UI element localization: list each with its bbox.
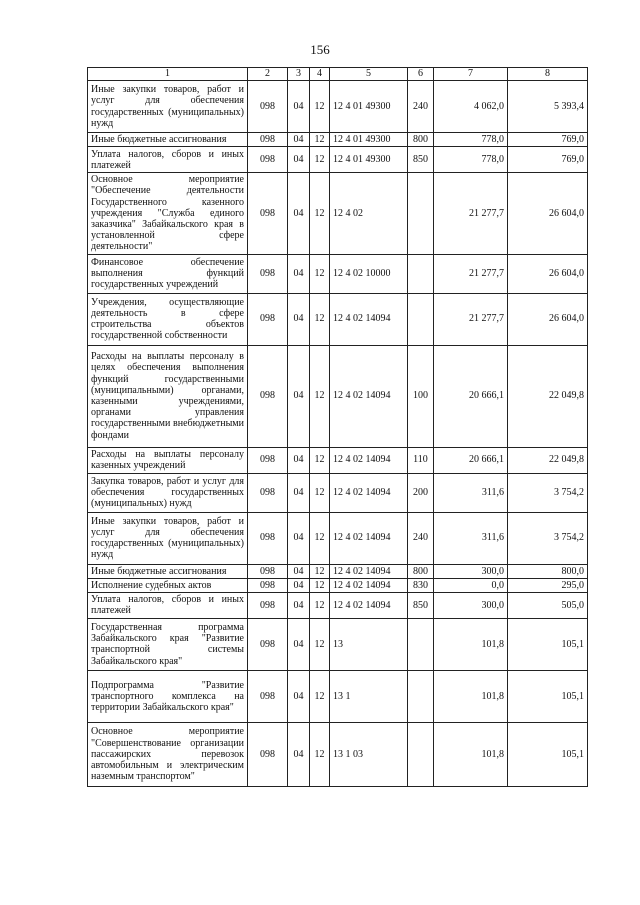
row-csr-code: 12 4 02 14094 (330, 293, 408, 345)
row-name: Иные бюджетные ассигнования (88, 564, 248, 578)
row-name: Основное мероприятие "Обеспечение деятельности Государственного казенного учреждения "Служба единого заказчика" Забайкальского края в установленной сфере деятельности" (88, 173, 248, 254)
row-name: Иные закупки товаров, работ и услуг для обеспечения государственных (муниципальных) нужд (88, 512, 248, 564)
row-value-2022: 101,8 (434, 722, 508, 786)
row-value-2023: 105,1 (508, 618, 588, 670)
row-pr-code: 12 (310, 564, 330, 578)
row-pr-code: 12 (310, 447, 330, 473)
row-vr-code (408, 254, 434, 293)
row-csr-code: 12 4 02 14094 (330, 447, 408, 473)
row-rz-code: 04 (288, 133, 310, 147)
row-csr-code: 12 4 02 14094 (330, 592, 408, 618)
row-value-2023: 3 754,2 (508, 473, 588, 512)
row-gr-code: 098 (248, 578, 288, 592)
row-value-2022: 21 277,7 (434, 173, 508, 254)
row-value-2022: 20 666,1 (434, 345, 508, 447)
row-name: Иные закупки товаров, работ и услуг для обеспечения государственных (муниципальных) нужд (88, 81, 248, 133)
row-gr-code: 098 (248, 618, 288, 670)
row-gr-code: 098 (248, 564, 288, 578)
row-pr-code: 12 (310, 592, 330, 618)
column-header: 2 (248, 68, 288, 81)
row-csr-code: 12 4 02 (330, 173, 408, 254)
row-value-2022: 0,0 (434, 578, 508, 592)
table-row (88, 447, 588, 473)
row-vr-code (408, 173, 434, 254)
row-rz-code: 04 (288, 345, 310, 447)
row-gr-code: 098 (248, 173, 288, 254)
row-rz-code: 04 (288, 578, 310, 592)
row-pr-code: 12 (310, 473, 330, 512)
row-vr-code (408, 670, 434, 722)
row-vr-code: 850 (408, 147, 434, 173)
table-row (88, 670, 588, 722)
row-value-2023: 800,0 (508, 564, 588, 578)
column-header: 1 (88, 68, 248, 81)
row-pr-code: 12 (310, 147, 330, 173)
row-csr-code: 13 1 03 (330, 722, 408, 786)
row-value-2023: 26 604,0 (508, 173, 588, 254)
row-pr-code: 12 (310, 512, 330, 564)
row-vr-code: 240 (408, 512, 434, 564)
row-value-2022: 101,8 (434, 618, 508, 670)
row-rz-code: 04 (288, 473, 310, 512)
row-csr-code: 12 4 02 14094 (330, 512, 408, 564)
row-csr-code: 13 1 (330, 670, 408, 722)
row-value-2023: 3 754,2 (508, 512, 588, 564)
row-vr-code (408, 293, 434, 345)
row-csr-code: 12 4 01 49300 (330, 133, 408, 147)
row-value-2022: 311,6 (434, 473, 508, 512)
row-value-2022: 20 666,1 (434, 447, 508, 473)
table-row (88, 173, 588, 254)
row-gr-code: 098 (248, 512, 288, 564)
budget-table (87, 67, 588, 787)
row-value-2022: 778,0 (434, 133, 508, 147)
row-pr-code: 12 (310, 254, 330, 293)
row-value-2023: 105,1 (508, 722, 588, 786)
row-pr-code: 12 (310, 345, 330, 447)
row-vr-code: 830 (408, 578, 434, 592)
row-pr-code: 12 (310, 618, 330, 670)
row-pr-code: 12 (310, 722, 330, 786)
column-header: 3 (288, 68, 310, 81)
table-row (88, 133, 588, 147)
row-csr-code: 12 4 02 14094 (330, 564, 408, 578)
row-gr-code: 098 (248, 592, 288, 618)
row-csr-code: 12 4 02 10000 (330, 254, 408, 293)
row-rz-code: 04 (288, 722, 310, 786)
row-vr-code (408, 618, 434, 670)
column-header: 6 (408, 68, 434, 81)
row-vr-code: 110 (408, 447, 434, 473)
row-value-2023: 769,0 (508, 133, 588, 147)
row-rz-code: 04 (288, 173, 310, 254)
row-value-2022: 4 062,0 (434, 81, 508, 133)
row-vr-code: 800 (408, 564, 434, 578)
row-vr-code (408, 722, 434, 786)
row-name: Государственная программа Забайкальского края "Развитие транспортной системы Забайкальского края" (88, 618, 248, 670)
row-vr-code: 800 (408, 133, 434, 147)
row-name: Финансовое обеспечение выполнения функций государственных учреждений (88, 254, 248, 293)
row-gr-code: 098 (248, 147, 288, 173)
row-pr-code: 12 (310, 670, 330, 722)
row-value-2022: 300,0 (434, 592, 508, 618)
row-name: Основное мероприятие "Совершенствование организации пассажирских перевозок автомобильным и электрическим наземным транспортом" (88, 722, 248, 786)
row-value-2022: 300,0 (434, 564, 508, 578)
row-rz-code: 04 (288, 618, 310, 670)
table-row (88, 254, 588, 293)
row-name: Подпрограмма "Развитие транспортного комплекса на территории Забайкальского края" (88, 670, 248, 722)
row-value-2022: 101,8 (434, 670, 508, 722)
row-gr-code: 098 (248, 345, 288, 447)
row-value-2023: 22 049,8 (508, 447, 588, 473)
row-pr-code: 12 (310, 173, 330, 254)
row-gr-code: 098 (248, 81, 288, 133)
table-row (88, 722, 588, 786)
row-csr-code: 12 4 01 49300 (330, 81, 408, 133)
table-row (88, 592, 588, 618)
row-value-2022: 778,0 (434, 147, 508, 173)
row-value-2023: 105,1 (508, 670, 588, 722)
row-pr-code: 12 (310, 81, 330, 133)
row-pr-code: 12 (310, 133, 330, 147)
row-csr-code: 12 4 01 49300 (330, 147, 408, 173)
table-row (88, 473, 588, 512)
row-gr-code: 098 (248, 473, 288, 512)
row-pr-code: 12 (310, 293, 330, 345)
row-gr-code: 098 (248, 254, 288, 293)
row-value-2023: 5 393,4 (508, 81, 588, 133)
row-name: Учреждения, осуществляющие деятельность в сфере строительства объектов государственной собственности (88, 293, 248, 345)
column-header: 5 (330, 68, 408, 81)
row-gr-code: 098 (248, 670, 288, 722)
row-value-2023: 505,0 (508, 592, 588, 618)
column-header: 4 (310, 68, 330, 81)
row-rz-code: 04 (288, 147, 310, 173)
table-row (88, 345, 588, 447)
table-row (88, 578, 588, 592)
row-gr-code: 098 (248, 293, 288, 345)
row-name: Расходы на выплаты персоналу в целях обеспечения выполнения функций государственными (муниципальными) органами, казенными учреждениями, органами управления государственными внебюджетными фондами (88, 345, 248, 447)
row-vr-code: 100 (408, 345, 434, 447)
table-row (88, 618, 588, 670)
page-number: 156 (310, 42, 330, 57)
row-name: Расходы на выплаты персоналу казенных учреждений (88, 447, 248, 473)
row-vr-code: 240 (408, 81, 434, 133)
row-pr-code: 12 (310, 578, 330, 592)
row-value-2023: 22 049,8 (508, 345, 588, 447)
row-name: Исполнение судебных актов (88, 578, 248, 592)
row-rz-code: 04 (288, 512, 310, 564)
row-value-2023: 295,0 (508, 578, 588, 592)
row-csr-code: 12 4 02 14094 (330, 578, 408, 592)
row-value-2022: 21 277,7 (434, 254, 508, 293)
row-value-2023: 769,0 (508, 147, 588, 173)
row-value-2023: 26 604,0 (508, 293, 588, 345)
column-header: 8 (508, 68, 588, 81)
row-name: Иные бюджетные ассигнования (88, 133, 248, 147)
column-header: 7 (434, 68, 508, 81)
row-rz-code: 04 (288, 81, 310, 133)
table-row (88, 564, 588, 578)
table-row (88, 147, 588, 173)
row-name: Уплата налогов, сборов и иных платежей (88, 147, 248, 173)
row-name: Уплата налогов, сборов и иных платежей (88, 592, 248, 618)
row-value-2022: 311,6 (434, 512, 508, 564)
row-rz-code: 04 (288, 254, 310, 293)
row-rz-code: 04 (288, 564, 310, 578)
row-name: Закупка товаров, работ и услуг для обеспечения государственных (муниципальных) нужд (88, 473, 248, 512)
table-row (88, 81, 588, 133)
row-gr-code: 098 (248, 133, 288, 147)
row-value-2022: 21 277,7 (434, 293, 508, 345)
row-rz-code: 04 (288, 670, 310, 722)
table-body (88, 81, 588, 787)
row-csr-code: 12 4 02 14094 (330, 345, 408, 447)
row-value-2023: 26 604,0 (508, 254, 588, 293)
table-row (88, 512, 588, 564)
row-gr-code: 098 (248, 722, 288, 786)
row-vr-code: 850 (408, 592, 434, 618)
header-row (88, 68, 588, 81)
row-vr-code: 200 (408, 473, 434, 512)
row-rz-code: 04 (288, 293, 310, 345)
row-gr-code: 098 (248, 447, 288, 473)
row-csr-code: 12 4 02 14094 (330, 473, 408, 512)
row-rz-code: 04 (288, 447, 310, 473)
row-csr-code: 13 (330, 618, 408, 670)
row-rz-code: 04 (288, 592, 310, 618)
table-row (88, 293, 588, 345)
